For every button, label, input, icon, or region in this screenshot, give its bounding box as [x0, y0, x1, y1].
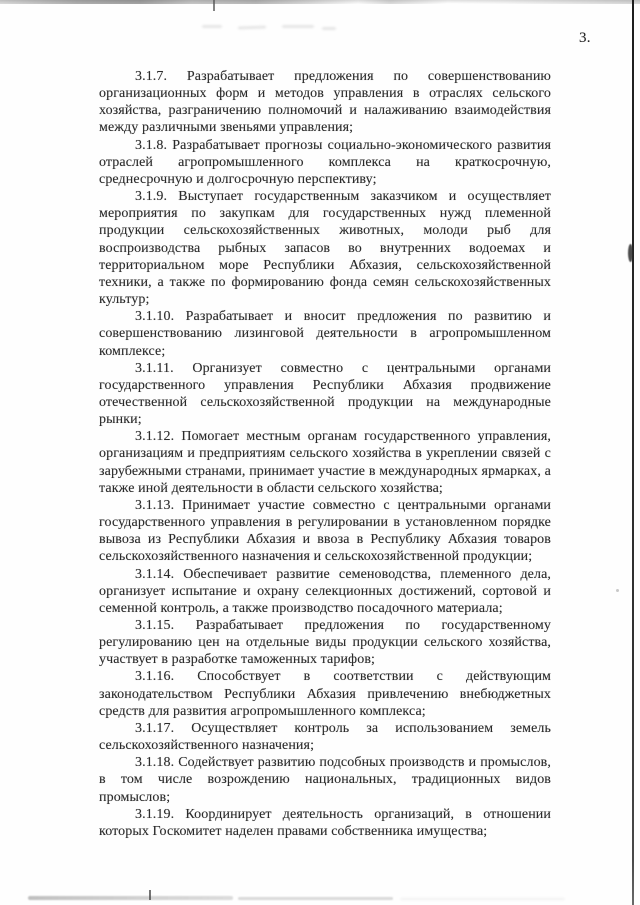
- text-line: продукции сельскохозяйственных животных, молоди рыб для: [99, 223, 551, 239]
- text-line: сельскохозяйственного назначения;: [99, 738, 315, 754]
- scan-artifact-smudge: [282, 25, 314, 28]
- scan-artifact-right-blob: [628, 244, 633, 262]
- scan-artifact-bottom-smudge: [238, 897, 393, 900]
- paragraph-3-1-13: [99, 497, 551, 566]
- scan-artifact-right-edge-line: [632, 0, 634, 905]
- scan-artifact-smudge: [322, 27, 336, 30]
- text-line: организационных форм и методов управления в отраслях сельского: [99, 86, 551, 102]
- paragraph-3-1-16: [99, 668, 551, 719]
- text-line: 3.1.19. Координирует деятельность организаций, в отношении: [135, 806, 551, 822]
- text-line: 3.1.18. Содействует развитию подсобных производств и промыслов,: [135, 755, 551, 771]
- text-line: законодательством Республики Абхазия привлечению внебюджетных: [99, 686, 551, 702]
- text-line: 3.1.14. Обеспечивает развитие семеноводства, племенного дела,: [135, 566, 551, 582]
- scan-artifact-smudge: [202, 25, 222, 28]
- text-line: 3.1.12. Помогает местным органам государственного управления,: [135, 429, 551, 445]
- scan-artifact-bottom-tick: [149, 890, 151, 900]
- text-line: комплексе;: [99, 343, 166, 359]
- text-line: среднесрочную и долгосрочную перспективу;: [99, 171, 377, 187]
- text-line: 3.1.7. Разрабатывает предложения по совершенствованию: [135, 69, 551, 84]
- text-line: отечественной сельскохозяйственной продукции на международные: [99, 394, 551, 410]
- document-body: [99, 68, 551, 840]
- text-line: организациям и предприятиям сельского хозяйства в укреплении связей с: [99, 446, 551, 462]
- text-line: организует испытание и охрану селекционных достижений, сортовой и: [99, 583, 551, 599]
- text-line: семенной контроль, а также производство посадочного материала;: [99, 600, 503, 616]
- text-line: 3.1.13. Принимает участие совместно с центральными органами: [135, 497, 551, 513]
- text-line: территориальном море Республики Абхазия, сельскохозяйственной: [99, 257, 551, 273]
- page-number: 3.: [579, 30, 591, 46]
- text-line: 3.1.9. Выступает государственным заказчиком и осуществляет: [135, 189, 551, 205]
- text-line: 3.1.11. Организует совместно с центральными органами: [135, 360, 551, 376]
- paragraph-3-1-10: [99, 308, 551, 359]
- text-line: 3.1.16. Способствует в соответствии с действующим: [135, 669, 551, 685]
- text-line: 3.1.8. Разрабатывает прогнозы социально-экономического развития: [135, 137, 551, 153]
- paragraph-3-1-15: [99, 617, 551, 668]
- text-line: культур;: [99, 292, 150, 308]
- text-line: между различными звеньями управления;: [99, 120, 354, 136]
- text-line: рынки;: [99, 412, 142, 428]
- paragraph-3-1-9: [99, 188, 551, 308]
- text-line: регулированию цен на отдельные виды продукции сельского хозяйства,: [99, 635, 551, 651]
- text-line: в том числе возрождению национальных, традиционных видов промыслов;: [99, 772, 551, 805]
- paragraph-3-1-18: [99, 754, 551, 805]
- text-line: воспроизводства рыбных запасов во внутренних водоемах и: [99, 240, 551, 256]
- paragraph-3-1-14: [99, 566, 551, 617]
- text-line: также иной деятельности в области сельского хозяйства;: [99, 480, 443, 496]
- text-line: хозяйства, разграничению полномочий и налаживанию взаимодействия: [99, 103, 551, 119]
- text-line: 3.1.17. Осуществляет контроль за использованием земель: [135, 720, 551, 736]
- paragraph-3-1-12: [99, 428, 551, 497]
- text-line: 3.1.15. Разрабатывает предложения по государственному: [135, 618, 551, 633]
- paragraph-3-1-7: [99, 68, 551, 137]
- paragraph-3-1-11: [99, 360, 551, 429]
- text-line: средств для развития агропромышленного комплекса;: [99, 703, 426, 719]
- text-line: государственного управления в регулировании в установленном порядке: [99, 515, 551, 531]
- scan-artifact-speck: [616, 589, 619, 592]
- text-line: совершенствованию лизинговой деятельности в агропромышленном: [99, 326, 551, 342]
- scan-artifact-bottom-smudge: [28, 896, 233, 900]
- text-line: техники, а также по формированию фонда семян сельскохозяйственных: [99, 274, 551, 290]
- paragraph-3-1-19: [99, 806, 551, 840]
- text-line: участвует в разработке таможенных тарифов;: [99, 652, 376, 668]
- paragraph-3-1-8: [99, 137, 551, 188]
- text-line: государственного управления Республики Абхазия продвижение: [99, 377, 551, 393]
- text-line: сельскохозяйственного назначения и сельскохозяйственной продукции;: [99, 549, 533, 565]
- scan-artifact-top-tick: [213, 0, 215, 11]
- paragraph-3-1-17: [99, 720, 551, 754]
- text-line: зарубежными странами, принимает участие в международных ярмарках, а: [99, 463, 551, 479]
- scan-artifact-smudge: [238, 26, 266, 30]
- text-line: 3.1.10. Разрабатывает и вносит предложения по развитию и: [135, 309, 551, 325]
- text-line: которых Госкомитет наделен правами собственника имущества;: [99, 823, 488, 839]
- scan-artifact-top-edge: [0, 0, 640, 4]
- text-line: отраслей агропромышленного комплекса на краткосрочную,: [99, 154, 551, 170]
- text-line: вывоза из Республики Абхазия и ввоза в Республику Абхазия товаров: [99, 532, 551, 548]
- scan-artifact-bottom-smudge: [400, 898, 565, 900]
- text-line: мероприятия по закупкам для государственных нужд племенной: [99, 206, 551, 222]
